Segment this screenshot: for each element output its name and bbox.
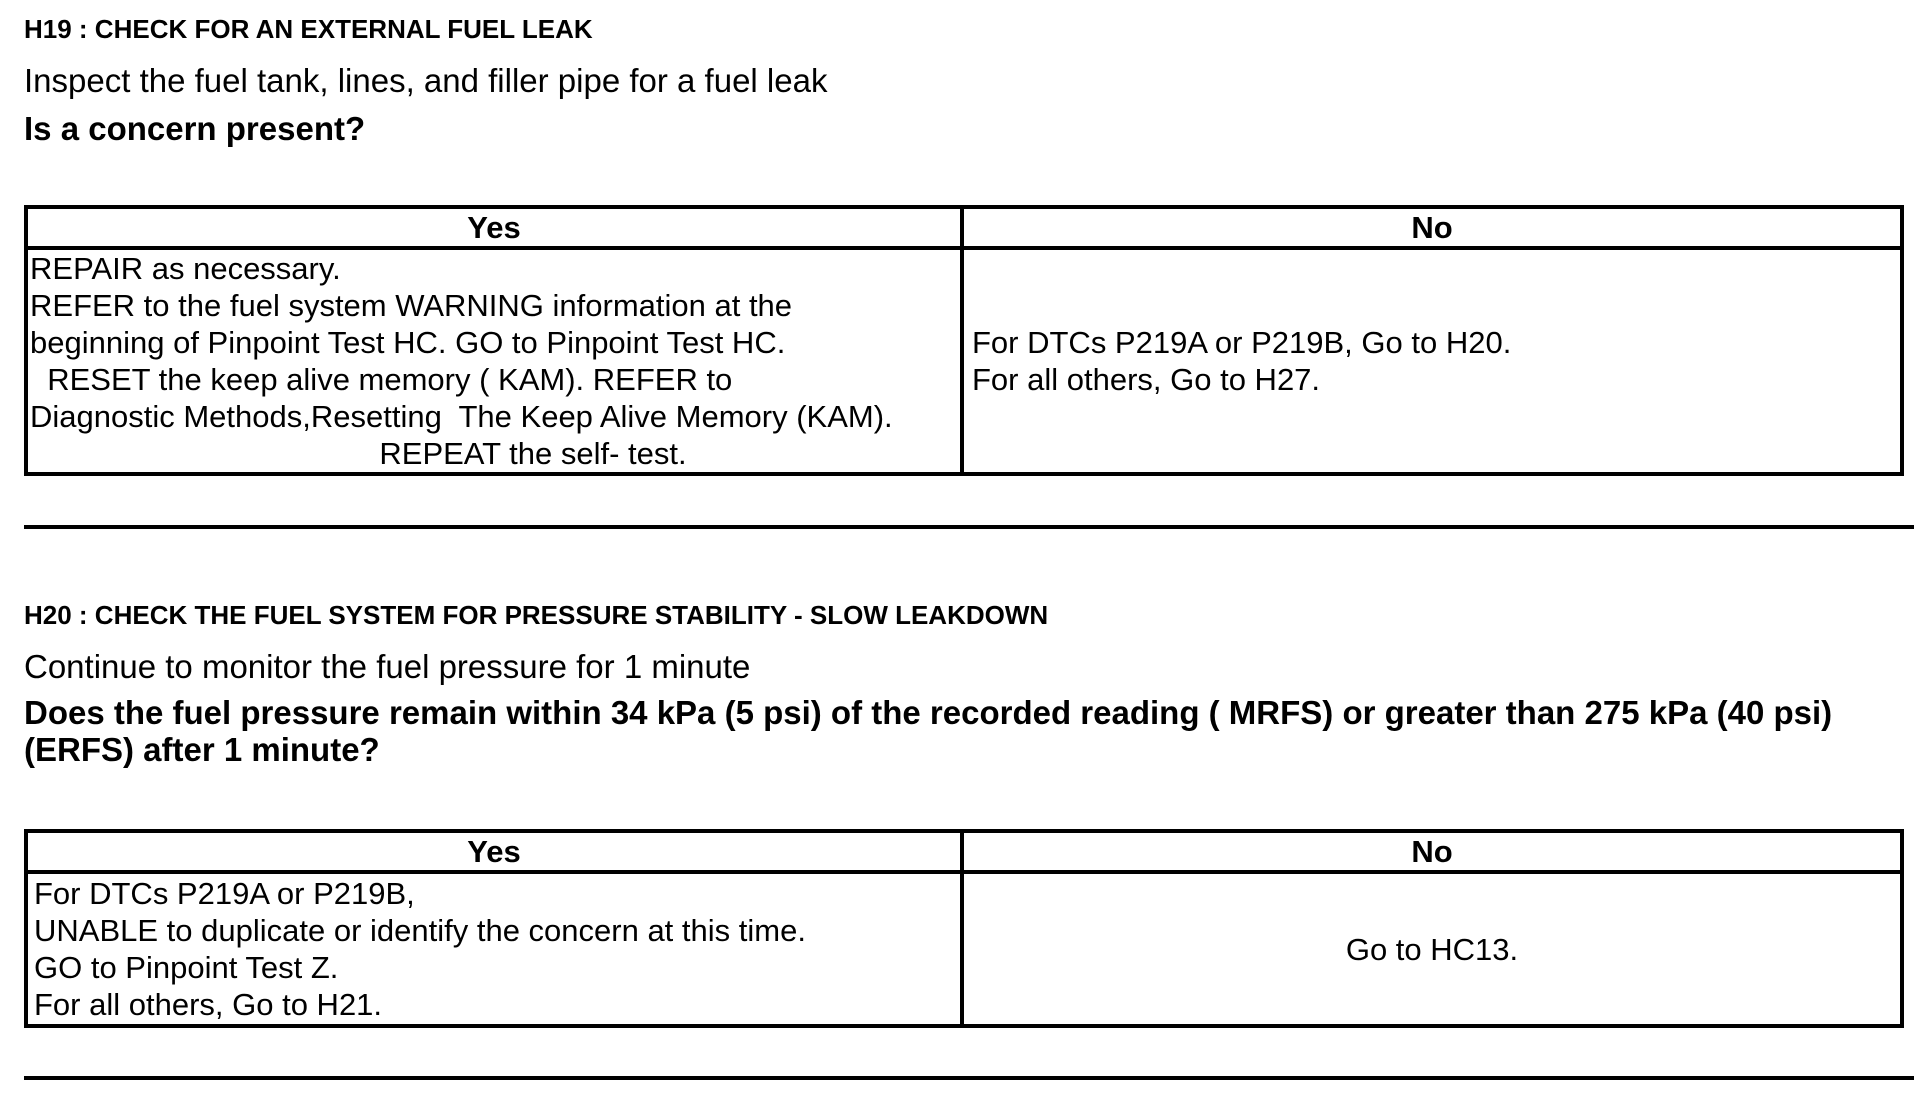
yes-line: REPEAT the self- test. xyxy=(379,436,687,471)
step-title: H20 : CHECK THE FUEL SYSTEM FOR PRESSURE STABILITY - SLOW LEAKDOWN xyxy=(24,600,1049,630)
step-instruction: Continue to monitor the fuel pressure for 1 minute xyxy=(24,648,751,685)
step-question: Does the fuel pressure remain within 34 kPa (5 psi) of the recorded reading ( MRFS) or greater than 275 kPa (40 psi) (ERFS) after 1 minute? xyxy=(24,694,1833,768)
yes-line: For all others, Go to H21. xyxy=(34,987,383,1022)
no-column-header: No xyxy=(962,831,1902,872)
section-divider xyxy=(24,525,1914,529)
section-divider xyxy=(24,1076,1914,1080)
yes-cell xyxy=(26,872,962,1026)
no-line: For DTCs P219A or P219B, Go to H20. xyxy=(972,325,1512,360)
yes-line: GO to Pinpoint Test Z. xyxy=(34,950,339,985)
table-row xyxy=(26,872,1902,1026)
step-instruction: Inspect the fuel tank, lines, and filler pipe for a fuel leak xyxy=(24,62,828,99)
yes-cell xyxy=(26,248,962,474)
yes-line: Diagnostic Methods,Resetting The Keep Alive Memory (KAM). xyxy=(30,399,893,434)
yes-line: beginning of Pinpoint Test HC. GO to Pinpoint Test HC. xyxy=(30,325,786,360)
yes-line: UNABLE to duplicate or identify the concern at this time. xyxy=(34,913,806,948)
yes-line: RESET the keep alive memory ( KAM). REFER to xyxy=(30,362,733,397)
yes-no-table xyxy=(24,205,1904,476)
yes-line: For DTCs P219A or P219B, xyxy=(34,876,415,911)
table-header-row xyxy=(26,831,1902,872)
yes-column-header: Yes xyxy=(26,831,962,872)
yes-column-header: Yes xyxy=(26,207,962,248)
step-title: H19 : CHECK FOR AN EXTERNAL FUEL LEAK xyxy=(24,14,593,44)
no-line: For all others, Go to H27. xyxy=(972,362,1321,397)
step-h20 xyxy=(24,586,1914,1106)
yes-line: REPAIR as necessary. xyxy=(30,251,341,286)
yes-line: REFER to the fuel system WARNING information at the xyxy=(30,288,793,323)
no-line: Go to HC13. xyxy=(1345,931,1519,967)
step-question: Is a concern present? xyxy=(24,110,366,147)
yes-no-table xyxy=(24,829,1904,1028)
table-row xyxy=(26,248,1902,474)
no-column-header: No xyxy=(962,207,1902,248)
step-h19 xyxy=(24,0,1914,540)
no-cell xyxy=(962,248,1902,474)
table-header-row xyxy=(26,207,1902,248)
no-cell xyxy=(962,872,1902,1026)
